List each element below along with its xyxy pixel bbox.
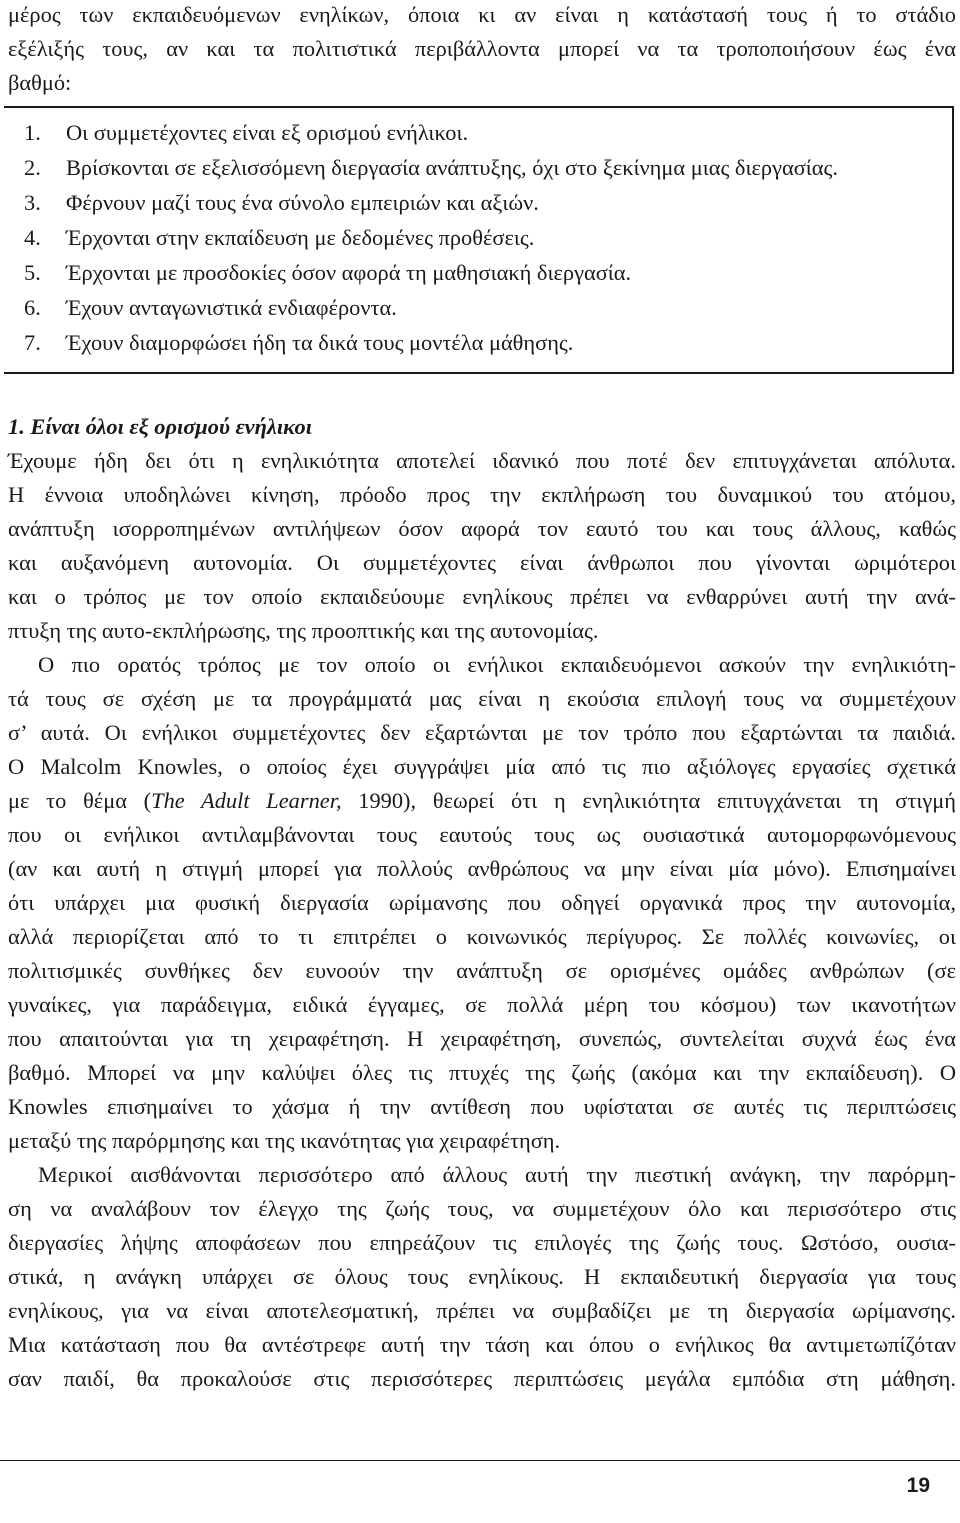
intro-line: μέρος των εκπαιδευόμενων ενηλίκων, όποια κι αν είναι η κατάστασή τους ή το στάδιο <box>8 2 956 27</box>
body-line: γυναίκες, για παράδειγμα, ειδικά έγγαμες, σε πολλά μέρη του κόσμου) των ικανοτήτων <box>8 992 956 1017</box>
body-line: ση να αναλάβουν τον έλεγχο της ζωής τους, να συμμετέχουν όλο και περισσότερο στις <box>8 1196 956 1221</box>
numbered-list-box <box>4 106 954 374</box>
body-line: διεργασίες λήψης αποφάσεων που επηρεάζουν τις επιλογές της ζωής τους. Ωστόσο, ουσια- <box>8 1230 956 1255</box>
citation-after: 1990), θεωρεί ότι η ενηλικιότητα επιτυγχάνεται τη στιγμή <box>341 788 956 813</box>
body-line-with-citation <box>8 786 956 816</box>
list-item-number: 6. <box>24 295 41 320</box>
body-line: που οι ενήλικοι αντιλαμβάνονται τους εαυτούς τους ως ουσιαστικά αυτομορφωνόμενους <box>8 822 956 847</box>
list-item-text: Έρχονται με προσδοκίες όσον αφορά τη μαθησιακή διεργασία. <box>66 260 632 285</box>
footer-divider <box>0 1460 960 1461</box>
body-line: πτυξη της αυτο-εκπλήρωσης, της προοπτικής και της αυτονομίας. <box>8 618 599 643</box>
list-item-number: 3. <box>24 190 41 215</box>
body-line: σ’ αυτά. Οι ενήλικοι συμμετέχοντες δεν εξαρτώνται με τον τρόπο που εξαρτώνται τα παιδιά. <box>8 720 956 745</box>
body-line: σαν παιδί, θα προκαλούσε στις περισσότερες περιπτώσεις μεγάλα εμπόδια στη μάθηση. <box>8 1366 956 1391</box>
list-item <box>24 328 573 358</box>
body-line: στικά, η ανάγκη υπάρχει σε όλους τους ενηλίκους. Η εκπαιδευτική διεργασία για τους <box>8 1264 956 1289</box>
body-line: πολιτισμικές συνθήκες δεν ευνοούν την ανάπτυξη σε ορισμένες ομάδες ανθρώπων (σε <box>8 958 956 983</box>
list-item <box>24 153 838 183</box>
body-line: βαθμό. Μπορεί να μην καλύψει όλες τις πτυχές της ζωής (ακόμα και την εκπαίδευση). Ο <box>8 1060 956 1085</box>
list-item-text: Έρχονται στην εκπαίδευση με δεδομένες προθέσεις. <box>66 225 535 250</box>
page-number: 19 <box>906 1474 930 1497</box>
list-item <box>24 118 468 148</box>
list-item <box>24 188 539 218</box>
book-title: The Adult Learner, <box>151 788 342 813</box>
body-line: αλλά περιορίζεται από το τι επιτρέπει ο κοινωνικός περίγυρος. Σε πολλές κοινωνίες, οι <box>8 924 956 949</box>
list-item-text: Έχουν διαμορφώσει ήδη τα δικά τους μοντέλα μάθησης. <box>66 330 574 355</box>
intro-line: βαθμό: <box>8 70 72 95</box>
body-line: Μερικοί αισθάνονται περισσότερο από άλλους αυτή την πιεστική ανάγκη, την παρόρμη- <box>38 1162 956 1187</box>
body-line: και ο τρόπος με τον οποίο εκπαιδεύουμε ενηλίκους πρέπει να ενθαρρύνει αυτή την ανά- <box>8 584 956 609</box>
list-item-text: Βρίσκονται σε εξελισσόμενη διεργασία ανάπτυξης, όχι στο ξεκίνημα μιας διεργασίας. <box>66 155 838 180</box>
body-line: ενηλίκους, για να είναι αποτελεσματική, πρέπει να συμβαδίζει με τη διεργασία ωρίμανσης. <box>8 1298 956 1323</box>
body-line: Ο Malcolm Knowles, ο οποίος έχει συγγράψει μία από τις πιο αξιόλογες εργασίες σχετικά <box>8 754 956 779</box>
body-line: Μια κατάσταση που θα αντέστρεφε αυτή την τάση και όπου ο ενήλικος θα αντιμετωπίζόταν <box>8 1332 956 1357</box>
list-item-text: Έχουν ανταγωνιστικά ενδιαφέροντα. <box>66 295 397 320</box>
list-item <box>24 223 534 253</box>
list-item-number: 7. <box>24 330 41 355</box>
section-heading: 1. Είναι όλοι εξ ορισμού ενήλικοι <box>8 414 312 439</box>
body-line: ανάπτυξη ισορροπημένων αντιλήψεων όσον αφορά τον εαυτό του και τους άλλους, καθώς <box>8 516 956 541</box>
list-item-number: 5. <box>24 260 41 285</box>
list-item-number: 1. <box>24 120 41 145</box>
body-line: ότι υπάρχει μια φυσική διεργασία ωρίμανσης που οδηγεί οργανικά προς την αυτονομία, <box>8 890 956 915</box>
body-line: Η έννοια υποδηλώνει κίνηση, πρόοδο προς την εκπλήρωση του δυναμικού του ατόμου, <box>8 482 956 507</box>
body-line: και αυξανόμενη αυτονομία. Οι συμμετέχοντες είναι άνθρωποι που γίνονται ωριμότεροι <box>8 550 956 575</box>
list-item-text: Φέρνουν μαζί τους ένα σύνολο εμπειριών και αξιών. <box>66 190 539 215</box>
list-item-text: Οι συμμετέχοντες είναι εξ ορισμού ενήλικοι. <box>66 120 469 145</box>
body-line: Knowles επισημαίνει το χάσμα ή την αντίθεση που υφίσταται σε αυτές τις περιπτώσεις <box>8 1094 956 1119</box>
citation-before: με το θέμα ( <box>8 788 152 813</box>
list-item-number: 2. <box>24 155 41 180</box>
body-line: Ο πιο ορατός τρόπος με τον οποίο οι ενήλικοι εκπαιδευόμενοι ασκούν την ενηλικιότη- <box>38 652 956 677</box>
list-item <box>24 258 631 288</box>
list-item <box>24 293 397 323</box>
list-item-number: 4. <box>24 225 41 250</box>
body-line: μεταξύ της παρόρμησης και της ικανότητας για χειραφέτηση. <box>8 1128 561 1153</box>
body-line: (αν και αυτή η στιγμή μπορεί για πολλούς ανθρώπους να μην είναι μία μόνο). Επισημαίνει <box>8 856 956 881</box>
intro-line: εξέλιξής τους, αν και τα πολιτιστικά περιβάλλοντα μπορεί να τα τροποποιήσουν έως ένα <box>8 36 956 61</box>
body-line: που απαιτούνται για τη χειραφέτηση. Η χειραφέτηση, συνεπώς, συντελείται συχνά έως ένα <box>8 1026 956 1051</box>
body-line: τά τους σε σχέση με τα προγράμματά μας είναι η εκούσια επιλογή τους να συμμετέχουν <box>8 686 956 711</box>
body-line: Έχουμε ήδη δει ότι η ενηλικιότητα αποτελεί ιδανικό που ποτέ δεν επιτυγχάνεται απόλυτα. <box>8 448 956 473</box>
